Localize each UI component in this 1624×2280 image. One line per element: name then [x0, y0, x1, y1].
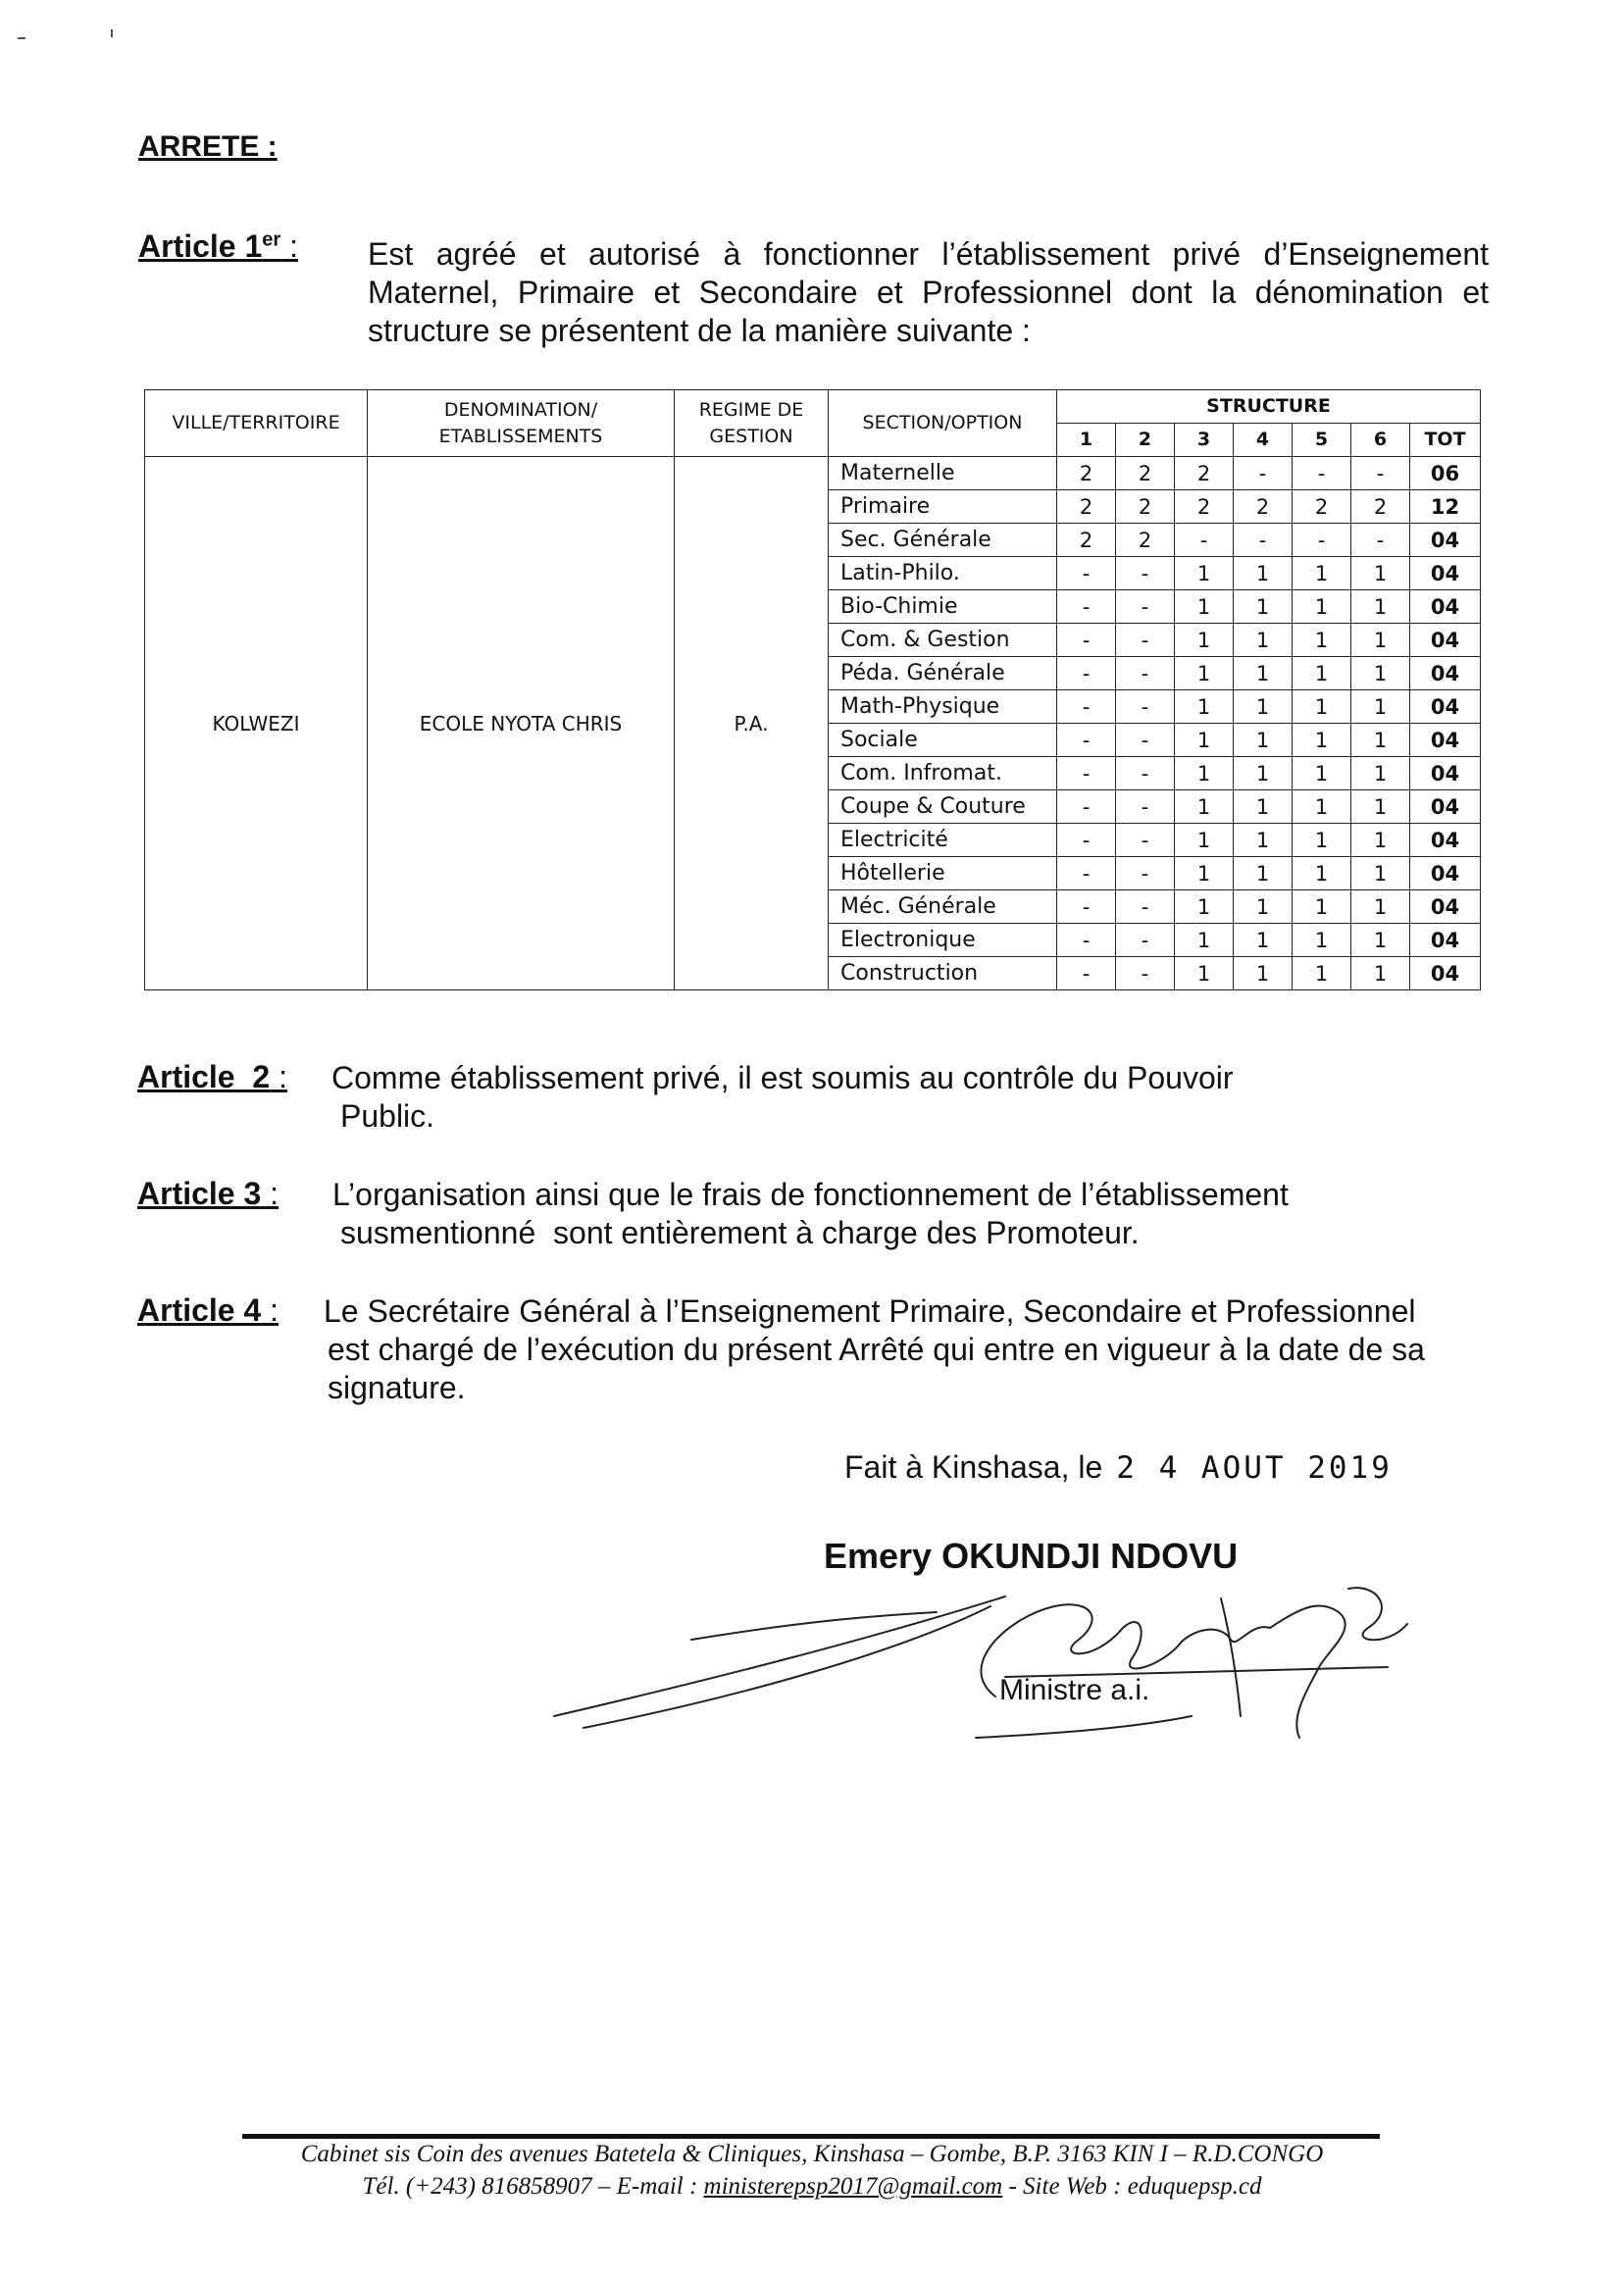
cell-level-4: -: [1234, 457, 1293, 490]
article-2-label-text: Article 2: [137, 1059, 271, 1094]
article-4-line-1: Le Secrétaire Général à l’Enseignement Primaire, Secondaire et Professionnel: [324, 1293, 1416, 1329]
cell-total: 04: [1410, 690, 1481, 724]
cell-total: 04: [1410, 890, 1481, 924]
cell-level-5: 1: [1293, 657, 1351, 690]
structure-table: [144, 389, 1481, 990]
cell-level-4: 1: [1234, 590, 1293, 624]
cell-section: Bio-Chimie: [829, 590, 1057, 624]
cell-section: Sec. Générale: [829, 524, 1057, 557]
article-2-colon: :: [270, 1059, 287, 1094]
closing-line: [844, 1449, 1393, 1486]
closing-place: Fait à Kinshasa, le: [844, 1449, 1103, 1485]
article-4-label: [137, 1292, 279, 1329]
cell-level-4: 1: [1234, 790, 1293, 824]
cell-level-4: 1: [1234, 624, 1293, 657]
cell-level-5: 2: [1293, 490, 1351, 524]
cell-total: 12: [1410, 490, 1481, 524]
cell-level-1: -: [1057, 724, 1116, 757]
cell-section: Latin-Philo.: [829, 557, 1057, 590]
cell-level-3: 1: [1175, 924, 1234, 957]
cell-level-3: 1: [1175, 557, 1234, 590]
cell-level-5: 1: [1293, 557, 1351, 590]
cell-level-1: -: [1057, 957, 1116, 990]
cell-level-2: -: [1116, 557, 1175, 590]
cell-level-5: 1: [1293, 790, 1351, 824]
cell-total: 04: [1410, 957, 1481, 990]
cell-level-1: -: [1057, 657, 1116, 690]
article-1-label: [138, 228, 298, 265]
cell-level-3: 1: [1175, 690, 1234, 724]
cell-level-4: 1: [1234, 857, 1293, 890]
signature-date-stamp: 2 4 AOUT 2019: [1116, 1450, 1393, 1486]
signer-name: Emery OKUNDJI NDOVU: [824, 1536, 1239, 1576]
cell-denomination: ECOLE NYOTA CHRIS: [368, 457, 675, 990]
cell-level-4: 1: [1234, 890, 1293, 924]
footer-rule: [242, 2134, 1380, 2139]
header-level-3: 3: [1175, 424, 1234, 457]
cell-total: 04: [1410, 624, 1481, 657]
cell-level-4: 1: [1234, 657, 1293, 690]
cell-level-2: -: [1116, 690, 1175, 724]
cell-level-2: -: [1116, 657, 1175, 690]
cell-level-4: 1: [1234, 924, 1293, 957]
cell-level-2: -: [1116, 790, 1175, 824]
cell-level-6: -: [1351, 524, 1410, 557]
cell-level-6: 1: [1351, 890, 1410, 924]
handwritten-signature: [544, 1559, 1427, 1755]
cell-level-3: 1: [1175, 857, 1234, 890]
cell-level-6: 1: [1351, 824, 1410, 857]
cell-level-5: 1: [1293, 857, 1351, 890]
article-3-line-2: susmentionné sont entièrement à charge des Promoteur.: [340, 1215, 1140, 1250]
cell-level-6: 1: [1351, 957, 1410, 990]
scan-mark: [111, 29, 113, 37]
article-1-colon: :: [280, 228, 298, 264]
cell-level-2: 2: [1116, 490, 1175, 524]
cell-level-3: 2: [1175, 457, 1234, 490]
cell-total: 04: [1410, 524, 1481, 557]
footer-phone: Tél. (+243) 816858907 – E-mail :: [362, 2173, 704, 2200]
article-3-label: [137, 1176, 279, 1212]
header-denomination-line2: ETABLISSEMENTS: [438, 425, 603, 447]
cell-section: Primaire: [829, 490, 1057, 524]
cell-level-2: -: [1116, 590, 1175, 624]
cell-level-6: 1: [1351, 624, 1410, 657]
article-4-line-3: signature.: [328, 1370, 466, 1405]
cell-ville: KOLWEZI: [145, 457, 368, 990]
cell-level-1: -: [1057, 824, 1116, 857]
cell-level-3: 1: [1175, 590, 1234, 624]
article-3-line-1: L’organisation ainsi que le frais de fonctionnement de l’établissement: [332, 1177, 1289, 1212]
cell-level-5: 1: [1293, 757, 1351, 790]
cell-level-3: 2: [1175, 490, 1234, 524]
header-level-4: 4: [1234, 424, 1293, 457]
cell-total: 04: [1410, 824, 1481, 857]
cell-level-1: -: [1057, 790, 1116, 824]
cell-level-3: 1: [1175, 824, 1234, 857]
cell-level-2: 2: [1116, 457, 1175, 490]
header-regime-line1: REGIME DE: [698, 398, 804, 421]
cell-level-2: -: [1116, 724, 1175, 757]
cell-level-3: -: [1175, 524, 1234, 557]
cell-level-4: -: [1234, 524, 1293, 557]
cell-section: Electronique: [829, 924, 1057, 957]
footer-email-link[interactable]: ministerepsp2017@gmail.com: [703, 2173, 1003, 2200]
cell-total: 04: [1410, 757, 1481, 790]
cell-level-1: -: [1057, 924, 1116, 957]
cell-level-1: -: [1057, 757, 1116, 790]
header-ville: VILLE/TERRITOIRE: [145, 390, 368, 457]
cell-level-3: 1: [1175, 790, 1234, 824]
cell-level-2: -: [1116, 890, 1175, 924]
header-level-1: 1: [1057, 424, 1116, 457]
signer-role: Ministre a.i.: [999, 1674, 1150, 1706]
cell-total: 04: [1410, 924, 1481, 957]
article-2-line-1: Comme établissement privé, il est soumis au contrôle du Pouvoir: [331, 1060, 1234, 1095]
cell-section: Maternelle: [829, 457, 1057, 490]
cell-level-4: 1: [1234, 557, 1293, 590]
cell-section: Méc. Générale: [829, 890, 1057, 924]
header-level-5: 5: [1293, 424, 1351, 457]
cell-regime: P.A.: [675, 457, 829, 990]
cell-level-5: 1: [1293, 890, 1351, 924]
cell-level-6: 1: [1351, 790, 1410, 824]
article-3-colon: :: [261, 1176, 279, 1211]
cell-level-6: 1: [1351, 757, 1410, 790]
cell-level-1: -: [1057, 557, 1116, 590]
cell-total: 04: [1410, 724, 1481, 757]
article-2-line-2: Public.: [340, 1098, 435, 1134]
cell-level-6: 1: [1351, 657, 1410, 690]
cell-level-1: -: [1057, 890, 1116, 924]
cell-level-2: -: [1116, 757, 1175, 790]
cell-total: 04: [1410, 790, 1481, 824]
article-2-label: [137, 1059, 287, 1095]
cell-level-4: 1: [1234, 757, 1293, 790]
cell-total: 06: [1410, 457, 1481, 490]
footer-website: - Site Web : eduquepsp.cd: [1002, 2173, 1262, 2200]
cell-level-4: 1: [1234, 824, 1293, 857]
cell-level-2: -: [1116, 624, 1175, 657]
header-level-2: 2: [1116, 424, 1175, 457]
article-1-label-text: Article 1: [138, 228, 263, 264]
cell-level-5: 1: [1293, 690, 1351, 724]
cell-level-6: 1: [1351, 557, 1410, 590]
header-level-6: 6: [1351, 424, 1410, 457]
cell-level-1: 2: [1057, 524, 1116, 557]
cell-level-1: -: [1057, 590, 1116, 624]
header-section: SECTION/OPTION: [829, 390, 1057, 457]
cell-section: Math-Physique: [829, 690, 1057, 724]
cell-level-6: -: [1351, 457, 1410, 490]
cell-total: 04: [1410, 857, 1481, 890]
cell-section: Péda. Générale: [829, 657, 1057, 690]
article-1-text: Est agréé et autorisé à fonctionner l’établissement privé d’Enseignement Maternel, Primaire et Secondaire et Professionnel dont la dénomination et structure se présentent de la manière suivante :: [368, 236, 1489, 348]
header-total: TOT: [1410, 424, 1481, 457]
article-1-label-sup: er: [262, 228, 281, 251]
footer-address: Cabinet sis Coin des avenues Batetela & Cliniques, Kinshasa – Gombe, B.P. 3163 KIN I – R.D.CONGO: [300, 2141, 1324, 2167]
header-regime: [675, 390, 829, 457]
cell-section: Hôtellerie: [829, 857, 1057, 890]
cell-level-5: 1: [1293, 590, 1351, 624]
article-4-colon: :: [261, 1292, 279, 1328]
cell-level-5: -: [1293, 524, 1351, 557]
cell-section: Electricité: [829, 824, 1057, 857]
cell-level-5: 1: [1293, 957, 1351, 990]
cell-section: Com. Infromat.: [829, 757, 1057, 790]
cell-level-5: 1: [1293, 724, 1351, 757]
cell-level-6: 2: [1351, 490, 1410, 524]
cell-level-5: -: [1293, 457, 1351, 490]
cell-level-3: 1: [1175, 890, 1234, 924]
header-denomination: [368, 390, 675, 457]
cell-level-1: -: [1057, 857, 1116, 890]
cell-level-4: 1: [1234, 724, 1293, 757]
cell-total: 04: [1410, 590, 1481, 624]
cell-level-6: 1: [1351, 724, 1410, 757]
cell-total: 04: [1410, 657, 1481, 690]
cell-level-5: 1: [1293, 824, 1351, 857]
cell-level-2: -: [1116, 957, 1175, 990]
cell-level-5: 1: [1293, 924, 1351, 957]
header-denomination-line1: DENOMINATION/: [443, 398, 598, 421]
table-row: [145, 457, 1481, 490]
cell-level-4: 1: [1234, 957, 1293, 990]
cell-level-2: -: [1116, 824, 1175, 857]
cell-level-1: 2: [1057, 457, 1116, 490]
article-4-label-text: Article 4: [137, 1292, 262, 1328]
cell-level-2: -: [1116, 857, 1175, 890]
document-heading: ARRETE :: [138, 130, 278, 163]
cell-level-3: 1: [1175, 724, 1234, 757]
cell-total: 04: [1410, 557, 1481, 590]
cell-level-4: 2: [1234, 490, 1293, 524]
cell-level-5: 1: [1293, 624, 1351, 657]
cell-level-3: 1: [1175, 957, 1234, 990]
cell-level-6: 1: [1351, 857, 1410, 890]
footer-contact: [196, 2173, 1428, 2201]
cell-level-1: 2: [1057, 490, 1116, 524]
header-regime-line2: GESTION: [709, 425, 793, 447]
cell-level-4: 1: [1234, 690, 1293, 724]
scan-mark: [18, 37, 25, 39]
cell-level-6: 1: [1351, 590, 1410, 624]
cell-level-2: -: [1116, 924, 1175, 957]
cell-section: Com. & Gestion: [829, 624, 1057, 657]
cell-section: Coupe & Couture: [829, 790, 1057, 824]
cell-section: Construction: [829, 957, 1057, 990]
cell-level-3: 1: [1175, 757, 1234, 790]
cell-level-3: 1: [1175, 657, 1234, 690]
cell-level-6: 1: [1351, 924, 1410, 957]
cell-level-6: 1: [1351, 690, 1410, 724]
header-structure: STRUCTURE: [1057, 390, 1481, 424]
cell-level-2: 2: [1116, 524, 1175, 557]
cell-section: Sociale: [829, 724, 1057, 757]
cell-level-1: -: [1057, 624, 1116, 657]
cell-level-3: 1: [1175, 624, 1234, 657]
article-3-label-text: Article 3: [137, 1176, 262, 1211]
article-4-line-2: est chargé de l’exécution du présent Arrêté qui entre en vigueur à la date de sa: [328, 1332, 1425, 1367]
cell-level-1: -: [1057, 690, 1116, 724]
